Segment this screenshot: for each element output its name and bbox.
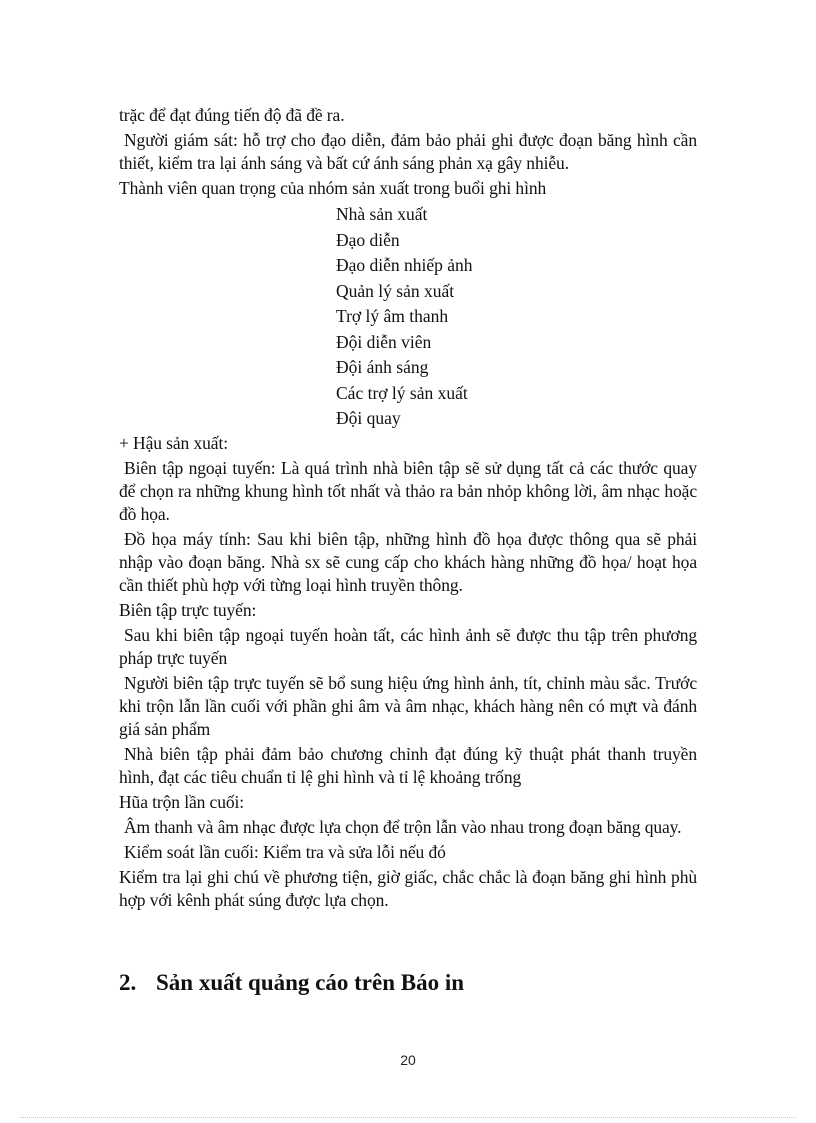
paragraph: trặc để đạt đúng tiến độ đã đề ra. — [119, 105, 345, 125]
list-item: Đội ánh sáng — [336, 357, 429, 377]
footer-divider — [20, 1117, 796, 1118]
page-number: 20 — [400, 1052, 416, 1068]
list-item: Các trợ lý sản xuất — [336, 382, 468, 403]
section-title: Sản xuất quảng cáo trên Báo in — [156, 970, 465, 995]
section-heading — [119, 968, 464, 998]
subheading-post-production: + Hậu sản xuất: — [119, 432, 228, 453]
paragraph: Hũa trộn lần cuối: — [119, 791, 245, 812]
list-item: Nhà sản xuất — [336, 204, 428, 224]
list-item: Đạo diễn — [336, 229, 400, 250]
paragraph: Người biên tập trực tuyến sẽ bổ sung hiệu ứng hình ảnh, tít, chỉnh màu sắc. Trước khi trộn lẫn lần cuối với phần ghi âm và âm nhạc, khách hàng nên có mựt và đánh giá sản phẩm — [119, 672, 697, 739]
list-item: Trợ lý âm thanh — [336, 306, 449, 326]
paragraph: Sau khi biên tập ngoại tuyến hoàn tất, các hình ảnh sẽ được thu tập trên phương pháp trực tuyến — [119, 624, 697, 668]
paragraph: Kiểm tra lại ghi chú về phương tiện, giờ giấc, chắc chắc là đoạn băng ghi hình phù hợp với kênh phát súng được lựa chọn. — [119, 866, 697, 910]
list-item: Đạo diễn nhiếp ảnh — [336, 255, 473, 275]
paragraph: Người giám sát: hỗ trợ cho đạo diễn, đảm bảo phải ghi được đoạn băng hình cần thiết, kiểm tra lại ánh sáng và bất cứ ánh sáng phản xạ gây nhiễu. — [119, 130, 697, 173]
list-item: Quản lý sản xuất — [336, 280, 455, 301]
production-team-list — [336, 202, 697, 432]
paragraph: Nhà biên tập phải đảm bảo chương chỉnh đạt đúng kỹ thuật phát thanh truyền hình, đạt các tiêu chuẩn tỉ lệ ghi hình và tỉ lệ khoảng trống — [119, 743, 697, 787]
paragraph: Âm thanh và âm nhạc được lựa chọn để trộn lẫn vào nhau trong đoạn băng quay. — [124, 816, 682, 837]
list-item: Đội quay — [336, 408, 401, 428]
paragraph: Kiểm soát lần cuối: Kiểm tra và sửa lỗi nếu đó — [124, 841, 446, 862]
paragraph: Đồ họa máy tính: Sau khi biên tập, những hình đồ họa được thông qua sẽ phải nhập vào đoạn băng. Nhà sx sẽ cung cấp cho khách hàng những đồ họa/ hoạt họa cần thiết phù hợp với từng loại hình truyền thông. — [119, 528, 697, 595]
paragraph: Biên tập trực tuyến: — [119, 599, 257, 620]
paragraph: Thành viên quan trọng của nhóm sản xuất trong buổi ghi hình — [119, 178, 547, 198]
page-body — [119, 104, 697, 914]
paragraph: Biên tập ngoại tuyến: Là quá trình nhà biên tập sẽ sử dụng tất cả các thước quay để chọn ra những khung hình tốt nhất và thảo ra bản nhỏp không lời, âm nhạc hoặc đồ họa. — [119, 457, 697, 524]
section-number: 2. — [119, 970, 137, 995]
list-item: Đội diễn viên — [336, 331, 432, 352]
